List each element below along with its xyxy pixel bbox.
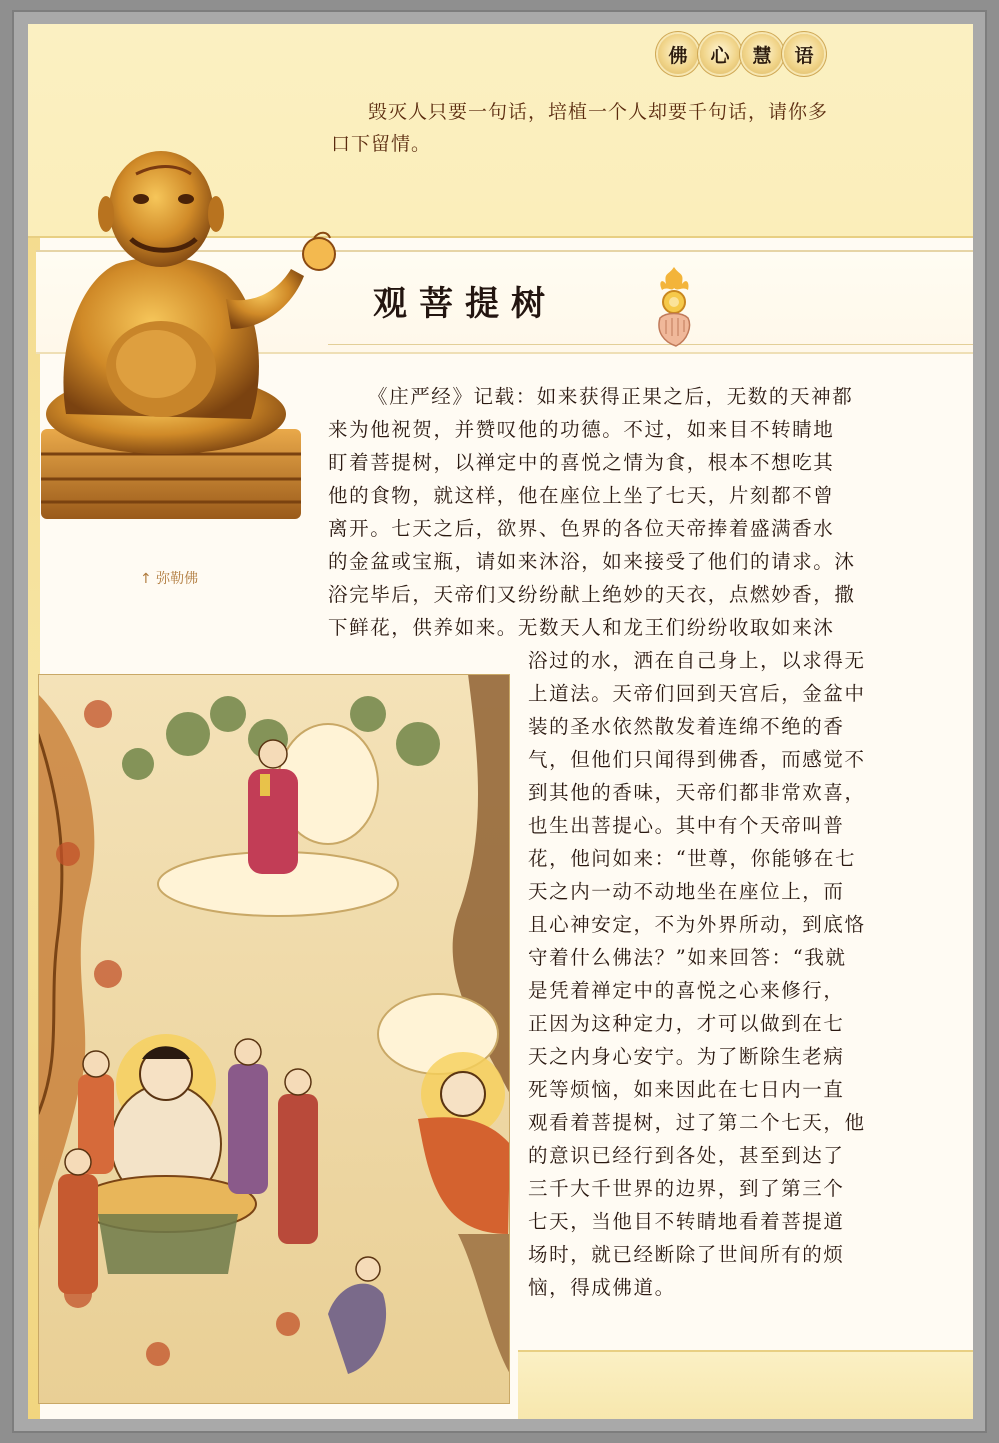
section-badges: [658, 34, 824, 74]
text-line: 装的圣水依然散发着连绵不绝的香: [528, 715, 845, 738]
text-line: 场时，就已经断除了世间所有的烦: [528, 1243, 845, 1266]
text-line: 《庄严经》记载：如来获得正果之后，无数的天神都: [368, 385, 854, 408]
text-line: 上道法。天帝们回到天宫后，金盆中: [528, 682, 866, 705]
quote-line-1: 毁灭人只要一句话，培植一个人却要千句话，请你多: [368, 101, 829, 123]
text-line: 守着什么佛法？”如来回答：“我就: [528, 946, 847, 969]
maitreya-statue-image: [36, 114, 336, 534]
badge-char: 慧: [742, 34, 782, 74]
text-line: 浴完毕后，天帝们又纷纷献上绝妙的天衣，点燃妙香，撒: [328, 583, 856, 606]
text-line: 下鲜花，供养如来。无数天人和龙王们纷纷收取如来沐: [328, 616, 835, 639]
text-line: 天之内一动不动地坐在座位上，而: [528, 880, 845, 903]
text-line: 正因为这种定力，才可以做到在七: [528, 1012, 845, 1035]
text-line: 恼，得成佛道。: [528, 1276, 676, 1299]
hand-jewel-icon: [644, 262, 704, 352]
text-line: 气，但他们只闻得到佛香，而感觉不: [528, 748, 866, 771]
badge-char: 语: [784, 34, 824, 74]
text-line: 天之内身心安宁。为了断除生老病: [528, 1045, 845, 1068]
text-line: 的意识已经行到各处，甚至到达了: [528, 1144, 845, 1167]
text-line: 浴过的水，洒在自己身上，以求得无: [528, 649, 866, 672]
quote-line-2: 口下留情。: [331, 133, 432, 155]
text-line: 死等烦恼，如来因此在七日内一直: [528, 1078, 845, 1101]
text-line: 七天，当他目不转睛地看着菩提道: [528, 1210, 845, 1233]
statue-caption: ↑ 弥勒佛: [140, 571, 199, 587]
text-line: 且心神安定，不为外界所动，到底恪: [528, 913, 866, 936]
text-line: 是凭着禅定中的喜悦之心来修行，: [528, 979, 845, 1002]
text-line: 的金盆或宝瓶，请如来沐浴，如来接受了他们的请求。沐: [328, 550, 856, 573]
buddha-painting-image: [38, 674, 510, 1404]
text-line: 来为他祝贺，并赞叹他的功德。不过，如来目不转睛地: [328, 418, 835, 441]
article-title: 观菩提树: [373, 284, 557, 324]
badge-char: 佛: [658, 34, 698, 74]
text-line: 他的食物，就这样，他在座位上坐了七天，片刻都不曾: [328, 484, 835, 507]
text-line: 花，他问如来：“世尊，你能够在七: [528, 847, 857, 870]
text-line: 也生出菩提心。其中有个天帝叫普: [528, 814, 845, 837]
text-line: 观看着菩提树，过了第二个七天，他: [528, 1111, 866, 1134]
book-page: [28, 24, 973, 1419]
text-line: 离开。七天之后，欲界、色界的各位天帝捧着盛满香水: [328, 517, 835, 540]
text-line: 盯着菩提树，以禅定中的喜悦之情为食，根本不想吃其: [328, 451, 835, 474]
text-line: 到其他的香味，天帝们都非常欢喜，: [528, 781, 866, 804]
badge-char: 心: [700, 34, 740, 74]
text-line: 三千大千世界的边界，到了第三个: [528, 1177, 845, 1200]
footer-band: [518, 1350, 973, 1419]
